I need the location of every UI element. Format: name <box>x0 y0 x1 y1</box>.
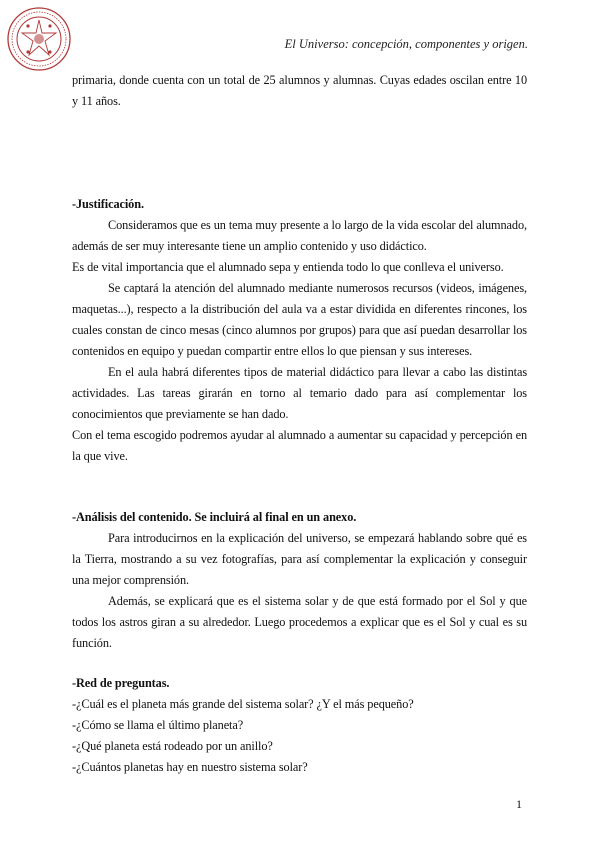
page-number: 1 <box>516 797 522 811</box>
analisis-section <box>72 507 527 654</box>
analisis-paragraph-1: Para introducirnos en la explicación del universo, se empezará hablando sobre qué es la Tierra, mostrando a su vez fotografías, para así complementar la explicación y conseguir una mejor comprensión. <box>72 531 527 587</box>
justificacion-section <box>72 194 527 467</box>
university-seal-icon <box>6 6 72 72</box>
question-item: -¿Cómo se llama el último planeta? <box>72 718 244 732</box>
question-item: -¿Cuántos planetas hay en nuestro sistema solar? <box>72 760 308 774</box>
justificacion-paragraph-2: Es de vital importancia que el alumnado sepa y entienda todo lo que conlleva el universo. <box>72 260 504 274</box>
justificacion-paragraph-4: En el aula habrá diferentes tipos de material didáctico para llevar a cabo las distintas actividades. Las tareas girarán en torno al temario dado para así complementar los conocimientos que previamente se han dado. <box>72 365 527 421</box>
question-item: -¿Qué planeta está rodeado por un anillo? <box>72 739 273 753</box>
question-item: -¿Cuál es el planeta más grande del sistema solar? ¿Y el más pequeño? <box>72 697 414 711</box>
preguntas-section <box>72 673 527 778</box>
justificacion-heading: -Justificación. <box>72 197 144 211</box>
justificacion-paragraph-1: Consideramos que es un tema muy presente a lo largo de la vida escolar del alumnado, además de ser muy interesante tiene un amplio contenido y uso didáctico. <box>72 218 527 253</box>
header-title: El Universo: concepción, componentes y origen. <box>284 37 528 51</box>
preguntas-heading: -Red de preguntas. <box>72 676 170 690</box>
intro-paragraph: primaria, donde cuenta con un total de 25 alumnos y alumnas. Cuyas edades oscilan entre 10 y 11 años. <box>72 73 527 108</box>
intro-section <box>72 70 527 112</box>
justificacion-paragraph-3: Se captará la atención del alumnado mediante numerosos recursos (videos, imágenes, maquetas...), respecto a la distribución del aula va a estar dividida en diferentes rincones, los cuales constan de cinco mesas (cinco alumnos por grupos) para que así puedan desarrollar los contenidos en equipo y puedan compartir entre ellos lo que piensan y sus intereses. <box>72 281 527 358</box>
justificacion-paragraph-5: Con el tema escogido podremos ayudar al alumnado a aumentar su capacidad y percepción en la que vive. <box>72 428 527 463</box>
analisis-heading: -Análisis del contenido. Se incluirá al final en un anexo. <box>72 510 357 524</box>
analisis-paragraph-2: Además, se explicará que es el sistema solar y de que está formado por el Sol y que todos los astros giran a su alrededor. Luego procedemos a explicar que es el Sol y cual es su función. <box>72 594 527 650</box>
